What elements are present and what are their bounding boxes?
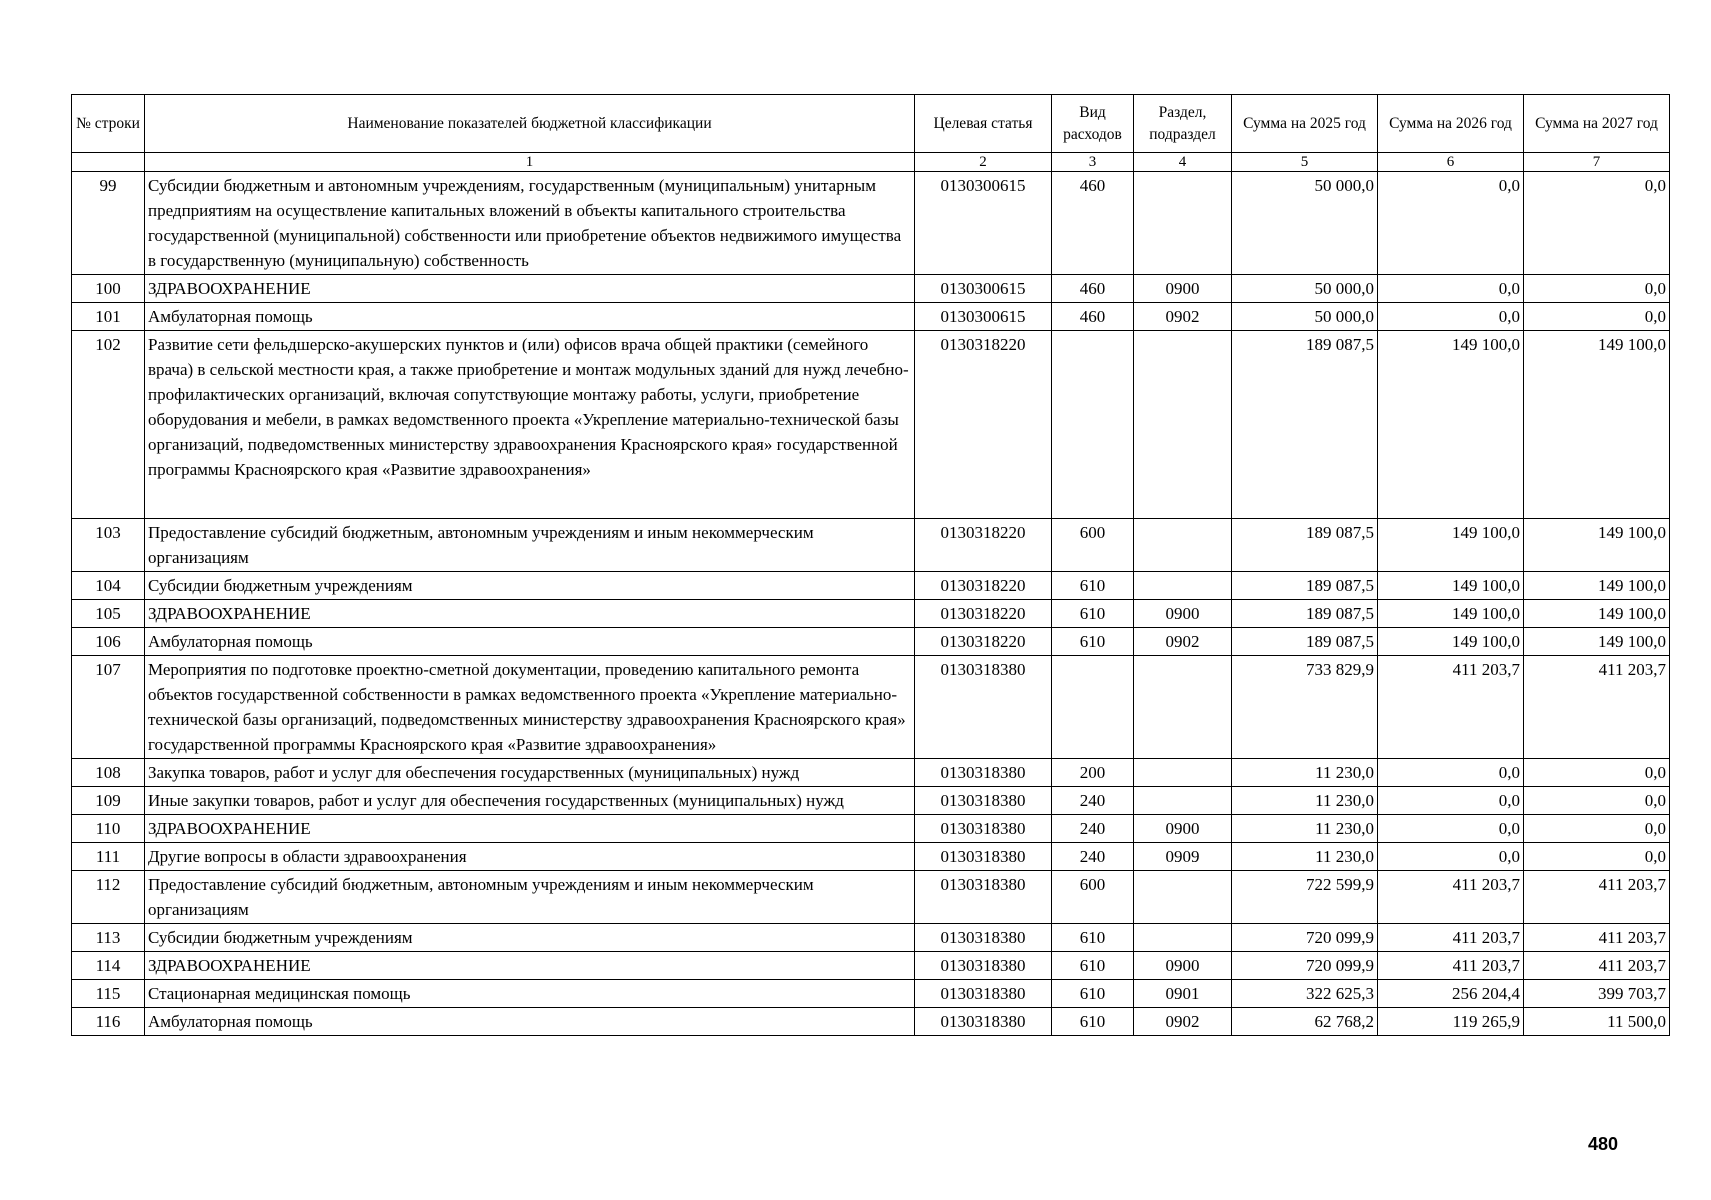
sum-2026-cell: 0,0 <box>1378 787 1524 815</box>
indicator-name-cell: Стационарная медицинская помощь <box>145 980 915 1008</box>
section-cell: 0900 <box>1134 815 1232 843</box>
section-cell: 0900 <box>1134 600 1232 628</box>
indicator-name-cell: Предоставление субсидий бюджетным, автономным учреждениям и иным некоммерческим организациям <box>145 519 915 572</box>
budget-classification-table <box>71 94 1670 1036</box>
column-number-row <box>72 153 1670 172</box>
table-row <box>72 628 1670 656</box>
target-article-cell: 0130318380 <box>915 843 1052 871</box>
sum-2027-cell: 0,0 <box>1524 843 1670 871</box>
expense-type-cell: 600 <box>1052 519 1134 572</box>
sum-2026-cell: 119 265,9 <box>1378 1008 1524 1036</box>
sum-2026-cell: 149 100,0 <box>1378 572 1524 600</box>
header-name: Наименование показателей бюджетной классификации <box>145 95 915 153</box>
table-row <box>72 843 1670 871</box>
sum-2027-cell: 149 100,0 <box>1524 572 1670 600</box>
sum-2026-cell: 0,0 <box>1378 759 1524 787</box>
indicator-name-cell: Амбулаторная помощь <box>145 1008 915 1036</box>
column-number: 6 <box>1378 153 1524 172</box>
row-number-cell: 106 <box>72 628 145 656</box>
indicator-name-cell: ЗДРАВООХРАНЕНИЕ <box>145 815 915 843</box>
table-row <box>72 980 1670 1008</box>
table-row <box>72 572 1670 600</box>
sum-2025-cell: 11 230,0 <box>1232 759 1378 787</box>
target-article-cell: 0130318220 <box>915 572 1052 600</box>
target-article-cell: 0130318380 <box>915 787 1052 815</box>
sum-2025-cell: 189 087,5 <box>1232 331 1378 519</box>
table-row <box>72 815 1670 843</box>
table-row <box>72 275 1670 303</box>
expense-type-cell: 610 <box>1052 980 1134 1008</box>
sum-2027-cell: 149 100,0 <box>1524 519 1670 572</box>
table-row <box>72 172 1670 275</box>
sum-2027-cell: 149 100,0 <box>1524 628 1670 656</box>
header-row <box>72 95 1670 153</box>
target-article-cell: 0130318380 <box>915 1008 1052 1036</box>
expense-type-cell: 610 <box>1052 600 1134 628</box>
section-cell: 0900 <box>1134 275 1232 303</box>
target-article-cell: 0130318380 <box>915 871 1052 924</box>
header-section: Раздел, подраздел <box>1134 95 1232 153</box>
budget-table-sheet <box>71 94 1669 1036</box>
table-row <box>72 303 1670 331</box>
column-number: 7 <box>1524 153 1670 172</box>
section-cell: 0900 <box>1134 952 1232 980</box>
target-article-cell: 0130318380 <box>915 759 1052 787</box>
sum-2027-cell: 411 203,7 <box>1524 871 1670 924</box>
sum-2026-cell: 411 203,7 <box>1378 952 1524 980</box>
expense-type-cell <box>1052 331 1134 519</box>
indicator-name-cell: Амбулаторная помощь <box>145 303 915 331</box>
sum-2025-cell: 322 625,3 <box>1232 980 1378 1008</box>
section-cell: 0909 <box>1134 843 1232 871</box>
row-number-cell: 99 <box>72 172 145 275</box>
sum-2027-cell: 0,0 <box>1524 172 1670 275</box>
target-article-cell: 0130318220 <box>915 628 1052 656</box>
sum-2025-cell: 62 768,2 <box>1232 1008 1378 1036</box>
sum-2025-cell: 733 829,9 <box>1232 656 1378 759</box>
section-cell: 0902 <box>1134 628 1232 656</box>
sum-2026-cell: 149 100,0 <box>1378 600 1524 628</box>
sum-2026-cell: 149 100,0 <box>1378 331 1524 519</box>
row-number-cell: 102 <box>72 331 145 519</box>
page-number: 480 <box>1588 1134 1619 1154</box>
row-number-cell: 116 <box>72 1008 145 1036</box>
section-cell <box>1134 656 1232 759</box>
indicator-name-cell: ЗДРАВООХРАНЕНИЕ <box>145 275 915 303</box>
sum-2025-cell: 722 599,9 <box>1232 871 1378 924</box>
expense-type-cell: 600 <box>1052 871 1134 924</box>
sum-2026-cell: 0,0 <box>1378 172 1524 275</box>
expense-type-cell: 240 <box>1052 787 1134 815</box>
sum-2027-cell: 411 203,7 <box>1524 924 1670 952</box>
table-row <box>72 952 1670 980</box>
target-article-cell: 0130318220 <box>915 519 1052 572</box>
sum-2025-cell: 50 000,0 <box>1232 275 1378 303</box>
sum-2026-cell: 411 203,7 <box>1378 924 1524 952</box>
row-number-cell: 111 <box>72 843 145 871</box>
column-number <box>72 153 145 172</box>
sum-2027-cell: 0,0 <box>1524 815 1670 843</box>
section-cell: 0902 <box>1134 1008 1232 1036</box>
indicator-name-cell: Иные закупки товаров, работ и услуг для обеспечения государственных (муниципальных) нужд <box>145 787 915 815</box>
target-article-cell: 0130318380 <box>915 924 1052 952</box>
expense-type-cell: 460 <box>1052 275 1134 303</box>
section-cell: 0901 <box>1134 980 1232 1008</box>
section-cell <box>1134 172 1232 275</box>
table-row <box>72 656 1670 759</box>
sum-2027-cell: 0,0 <box>1524 759 1670 787</box>
header-row-number: № строки <box>72 95 145 153</box>
sum-2026-cell: 149 100,0 <box>1378 519 1524 572</box>
row-number-cell: 105 <box>72 600 145 628</box>
sum-2026-cell: 411 203,7 <box>1378 656 1524 759</box>
section-cell <box>1134 759 1232 787</box>
section-cell <box>1134 871 1232 924</box>
row-number-cell: 110 <box>72 815 145 843</box>
row-number-cell: 112 <box>72 871 145 924</box>
sum-2025-cell: 720 099,9 <box>1232 952 1378 980</box>
expense-type-cell: 460 <box>1052 303 1134 331</box>
column-number: 3 <box>1052 153 1134 172</box>
row-number-cell: 108 <box>72 759 145 787</box>
column-number: 5 <box>1232 153 1378 172</box>
column-number: 4 <box>1134 153 1232 172</box>
header-expense-type: Вид расходов <box>1052 95 1134 153</box>
target-article-cell: 0130318220 <box>915 600 1052 628</box>
header-sum-2026: Сумма на 2026 год <box>1378 95 1524 153</box>
row-number-cell: 113 <box>72 924 145 952</box>
sum-2026-cell: 0,0 <box>1378 815 1524 843</box>
sum-2027-cell: 0,0 <box>1524 303 1670 331</box>
sum-2026-cell: 411 203,7 <box>1378 871 1524 924</box>
sum-2027-cell: 0,0 <box>1524 787 1670 815</box>
expense-type-cell: 610 <box>1052 628 1134 656</box>
table-row <box>72 924 1670 952</box>
column-number: 1 <box>145 153 915 172</box>
sum-2025-cell: 11 230,0 <box>1232 843 1378 871</box>
target-article-cell: 0130318380 <box>915 815 1052 843</box>
indicator-name-cell: ЗДРАВООХРАНЕНИЕ <box>145 600 915 628</box>
section-cell <box>1134 572 1232 600</box>
sum-2026-cell: 0,0 <box>1378 303 1524 331</box>
indicator-name-cell: Субсидии бюджетным и автономным учреждениям, государственным (муниципальным) унитарным предприятиям на осуществление капитальных вложений в объекты капитального строительства государственной (муниципальной) собственности или приобретение объектов недвижимого имущества в государственную (муниципальную) собственность <box>145 172 915 275</box>
row-number-cell: 101 <box>72 303 145 331</box>
row-number-cell: 100 <box>72 275 145 303</box>
row-number-cell: 114 <box>72 952 145 980</box>
indicator-name-cell: Закупка товаров, работ и услуг для обеспечения государственных (муниципальных) нужд <box>145 759 915 787</box>
sum-2027-cell: 411 203,7 <box>1524 952 1670 980</box>
table-row <box>72 519 1670 572</box>
sum-2025-cell: 11 230,0 <box>1232 787 1378 815</box>
indicator-name-cell: Предоставление субсидий бюджетным, автономным учреждениям и иным некоммерческим организациям <box>145 871 915 924</box>
table-row <box>72 600 1670 628</box>
sum-2025-cell: 50 000,0 <box>1232 303 1378 331</box>
target-article-cell: 0130300615 <box>915 275 1052 303</box>
expense-type-cell: 610 <box>1052 572 1134 600</box>
expense-type-cell: 240 <box>1052 843 1134 871</box>
sum-2027-cell: 149 100,0 <box>1524 331 1670 519</box>
target-article-cell: 0130318380 <box>915 980 1052 1008</box>
table-row <box>72 331 1670 519</box>
header-sum-2025: Сумма на 2025 год <box>1232 95 1378 153</box>
indicator-name-cell: Субсидии бюджетным учреждениям <box>145 924 915 952</box>
expense-type-cell: 240 <box>1052 815 1134 843</box>
section-cell <box>1134 331 1232 519</box>
sum-2026-cell: 0,0 <box>1378 843 1524 871</box>
header-sum-2027: Сумма на 2027 год <box>1524 95 1670 153</box>
sum-2027-cell: 149 100,0 <box>1524 600 1670 628</box>
row-number-cell: 115 <box>72 980 145 1008</box>
expense-type-cell: 610 <box>1052 952 1134 980</box>
table-row <box>72 871 1670 924</box>
section-cell <box>1134 787 1232 815</box>
sum-2026-cell: 0,0 <box>1378 275 1524 303</box>
target-article-cell: 0130300615 <box>915 303 1052 331</box>
expense-type-cell <box>1052 656 1134 759</box>
table-row <box>72 787 1670 815</box>
row-number-cell: 104 <box>72 572 145 600</box>
section-cell: 0902 <box>1134 303 1232 331</box>
table-body <box>72 172 1670 1036</box>
sum-2027-cell: 11 500,0 <box>1524 1008 1670 1036</box>
column-number: 2 <box>915 153 1052 172</box>
row-number-cell: 109 <box>72 787 145 815</box>
sum-2027-cell: 399 703,7 <box>1524 980 1670 1008</box>
row-number-cell: 103 <box>72 519 145 572</box>
target-article-cell: 0130318220 <box>915 331 1052 519</box>
table-row <box>72 1008 1670 1036</box>
row-number-cell: 107 <box>72 656 145 759</box>
expense-type-cell: 200 <box>1052 759 1134 787</box>
sum-2027-cell: 0,0 <box>1524 275 1670 303</box>
sum-2025-cell: 189 087,5 <box>1232 628 1378 656</box>
indicator-name-cell: Мероприятия по подготовке проектно-сметной документации, проведению капитального ремонта объектов государственной собственности в рамках ведомственного проекта «Укрепление материально-технической базы организаций, подведомственных министерству здравоохранения Красноярского края» государственной программы Красноярского края «Развитие здравоохранения» <box>145 656 915 759</box>
target-article-cell: 0130318380 <box>915 656 1052 759</box>
sum-2025-cell: 11 230,0 <box>1232 815 1378 843</box>
expense-type-cell: 460 <box>1052 172 1134 275</box>
section-cell <box>1134 519 1232 572</box>
indicator-name-cell: Развитие сети фельдшерско-акушерских пунктов и (или) офисов врача общей практики (семейного врача) в сельской местности края, а также приобретение и монтаж модульных зданий для нужд лечебно-профилактических организаций, включая сопутствующие монтажу работы, услуги, приобретение оборудования и мебели, в рамках ведомственного проекта «Укрепление материально-технической базы организаций, подведомственных министерству здравоохранения Красноярского края» государственной программы Красноярского края «Развитие здравоохранения» <box>145 331 915 519</box>
section-cell <box>1134 924 1232 952</box>
sum-2025-cell: 189 087,5 <box>1232 572 1378 600</box>
expense-type-cell: 610 <box>1052 924 1134 952</box>
sum-2025-cell: 720 099,9 <box>1232 924 1378 952</box>
table-row <box>72 759 1670 787</box>
indicator-name-cell: Другие вопросы в области здравоохранения <box>145 843 915 871</box>
indicator-name-cell: ЗДРАВООХРАНЕНИЕ <box>145 952 915 980</box>
sum-2026-cell: 256 204,4 <box>1378 980 1524 1008</box>
target-article-cell: 0130300615 <box>915 172 1052 275</box>
target-article-cell: 0130318380 <box>915 952 1052 980</box>
sum-2025-cell: 189 087,5 <box>1232 600 1378 628</box>
header-target-article: Целевая статья <box>915 95 1052 153</box>
sum-2026-cell: 149 100,0 <box>1378 628 1524 656</box>
indicator-name-cell: Субсидии бюджетным учреждениям <box>145 572 915 600</box>
indicator-name-cell: Амбулаторная помощь <box>145 628 915 656</box>
sum-2027-cell: 411 203,7 <box>1524 656 1670 759</box>
expense-type-cell: 610 <box>1052 1008 1134 1036</box>
sum-2025-cell: 50 000,0 <box>1232 172 1378 275</box>
sum-2025-cell: 189 087,5 <box>1232 519 1378 572</box>
